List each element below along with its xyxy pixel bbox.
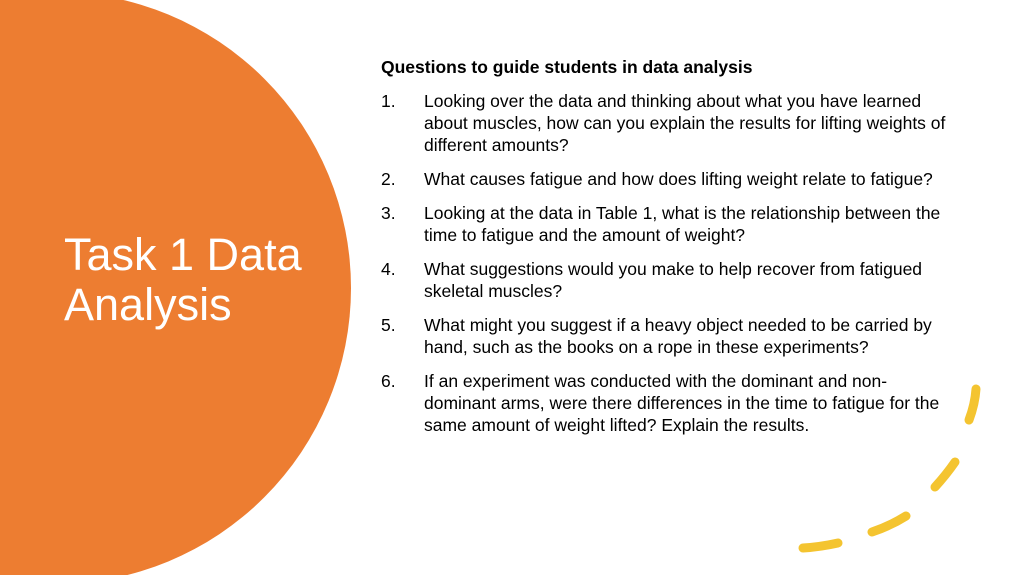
question-number: 5. bbox=[381, 315, 396, 335]
question-item bbox=[381, 370, 951, 436]
question-number: 3. bbox=[381, 203, 396, 223]
question-number: 2. bbox=[381, 169, 396, 189]
slide-title: Task 1 Data Analysis bbox=[64, 229, 302, 330]
question-number: 4. bbox=[381, 259, 396, 279]
question-item bbox=[381, 168, 951, 190]
question-text: If an experiment was conducted with the dominant and non-dominant arms, were there differences in the time to fatigue for the same amount of weight lifted? Explain the results. bbox=[424, 371, 940, 435]
question-item bbox=[381, 90, 951, 156]
question-text: What suggestions would you make to help recover from fatigued skeletal muscles? bbox=[424, 259, 923, 301]
question-item bbox=[381, 258, 951, 302]
question-item bbox=[381, 314, 951, 358]
question-text: What causes fatigue and how does lifting weight relate to fatigue? bbox=[424, 169, 933, 189]
question-number: 6. bbox=[381, 371, 396, 391]
question-text: Looking at the data in Table 1, what is the relationship between the time to fatigue and the amount of weight? bbox=[424, 203, 941, 245]
question-number: 1. bbox=[381, 91, 396, 111]
questions-panel bbox=[381, 56, 951, 448]
question-item bbox=[381, 202, 951, 246]
questions-list bbox=[381, 90, 951, 436]
questions-heading: Questions to guide students in data analysis bbox=[381, 57, 753, 77]
question-text: What might you suggest if a heavy object needed to be carried by hand, such as the books on a rope in these experiments? bbox=[424, 315, 932, 357]
question-text: Looking over the data and thinking about what you have learned about muscles, how can you explain the results for lifting weights of different amounts? bbox=[424, 91, 946, 155]
